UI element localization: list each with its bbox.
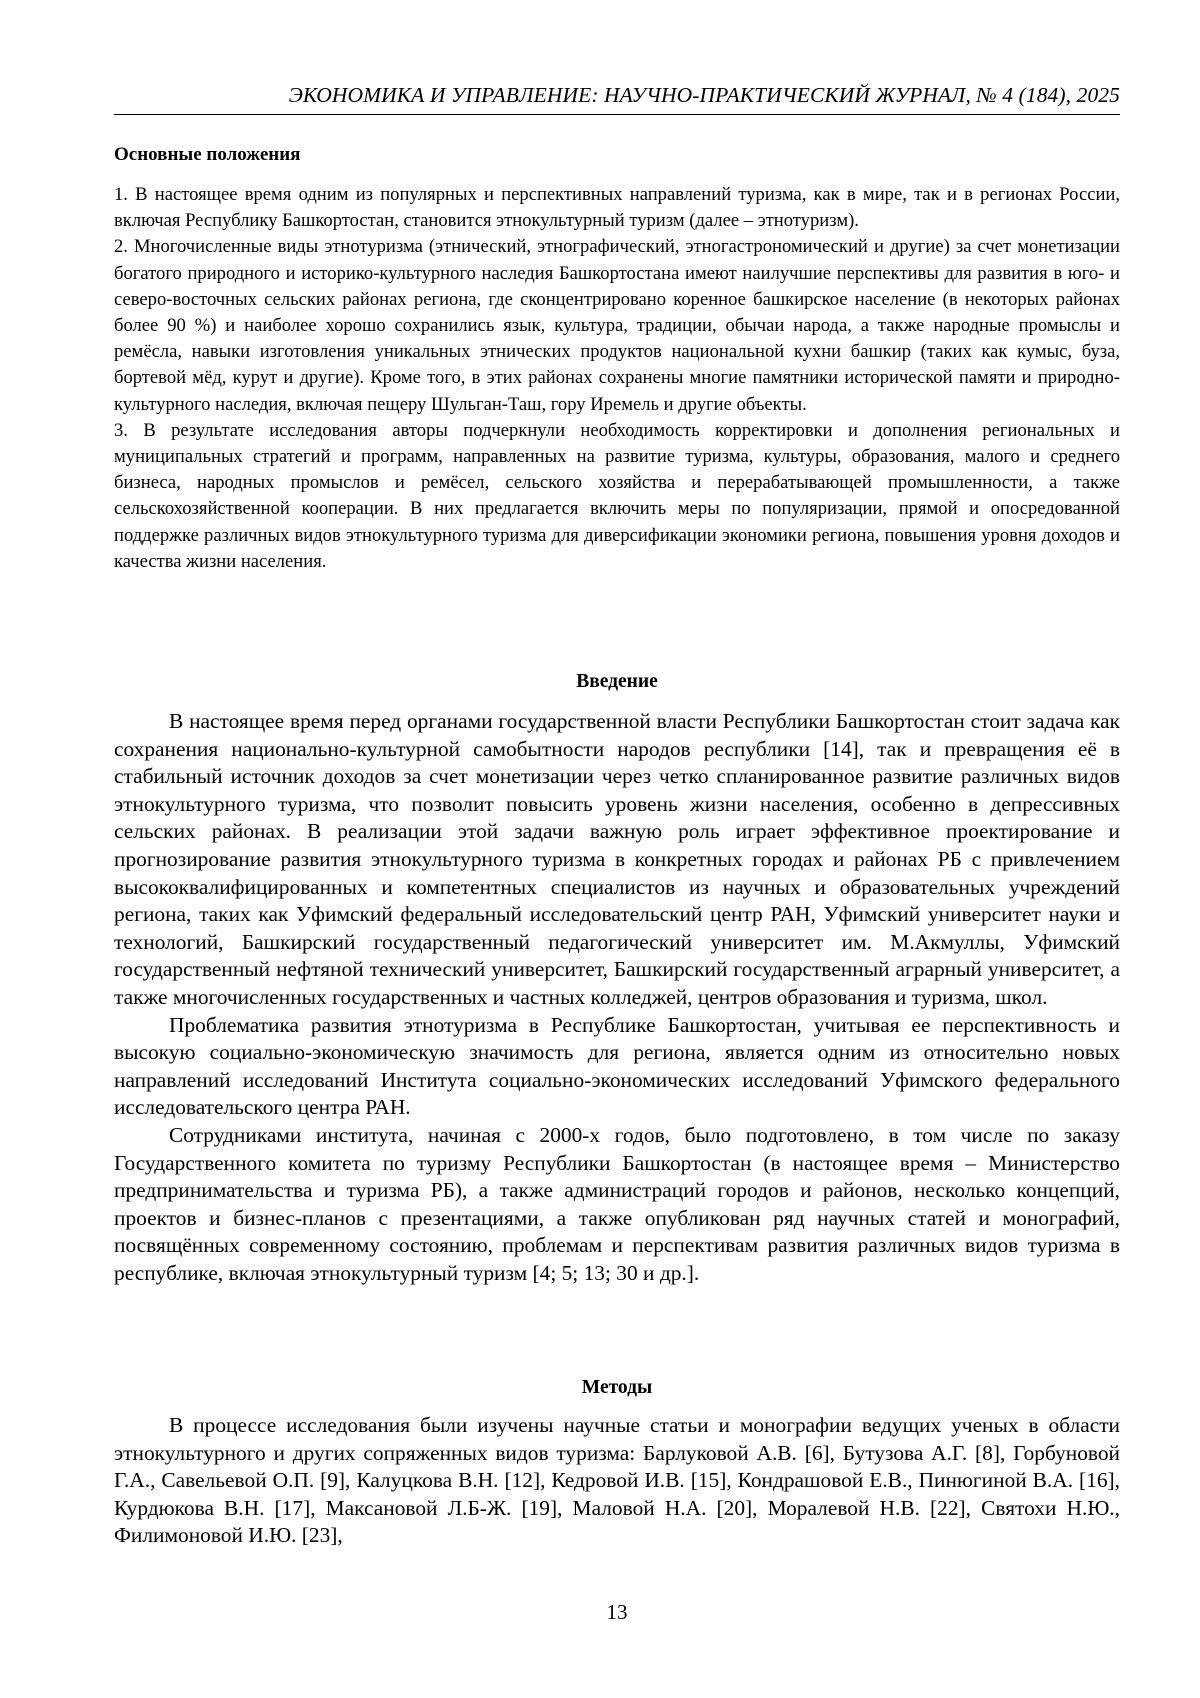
methods-heading: Методы [581,1377,653,1398]
key-point-item: 1. В настоящее время одним из популярных и перспективных направлений туризма, как в мире, так и в регионах России, включая Республику Башкортостан, становится этнокультурный туризм (далее – этнотуризм). [114,184,1120,232]
key-point-item: 3. В результате исследования авторы подчеркнули необходимость корректировки и дополнения региональных и муниципальных стратегий и программ, направленных на развитие туризма, культуры, образования, малого и среднего бизнеса, народных промыслов и ремёсел, сельского хозяйства и перерабатывающей промышленности, а также сельскохозяйственной кооперации. В них предлагается включить меры по популяризации, прямой и опосредованной поддержке различных видов этнокультурного туризма для диверсификации экономики региона, повышения уровня доходов и качества жизни населения. [114,419,1120,572]
key-point-item: 2. Многочисленные виды этнотуризма (этнический, этнографический, этногастрономический и другие) за счет монетизации богатого природного и историко-культурного наследия Башкортостана имеют наилучшие перспективы для развития в юго- и северо-восточных сельских районах региона, где сконцентрировано коренное башкирское население (в некоторых районах более 90 %) и наиболее хорошо сохранились язык, культура, традиции, обычаи народа, а также народные промыслы и ремёсла, навыки изготовления уникальных этнических продуктов национальной кухни башкир (таких как кумыс, буза, бортевой мёд, курут и другие). Кроме того, в этих районах сохранены многие памятники исторической памяти и природно-культурного наследия, включая пещеру Шульган-Таш, гору Иремель и другие объекты. [114,236,1120,415]
body-paragraph: Сотрудниками института, начиная с 2000-х годов, было подготовлено, в том числе по заказу Государственного комитета по туризму Республики Башкортостан (в настоящее время – Министерство предпринимательства и туризма РБ), а также администраций городов и районов, несколько концепций, проектов и бизнес-планов с презентациями, а также опубликован ряд научных статей и монографий, посвящённых современному состоянию, проблемам и перспективам развития различных видов туризма в республике, включая этнокультурный туризм [4; 5; 13; 30 и др.]. [114,1122,1120,1285]
header-rule [114,114,1120,115]
body-paragraph: В настоящее время перед органами государственной власти Республики Башкортостан стоит задача как сохранения национально-культурной самобытности народов республики [14], так и превращения её в стабильный источник доходов за счет монетизации через четко спланированное развитие различных видов этнокультурного туризма, что позволит повысить уровень жизни населения, особенно в депрессивных сельских районах. В реализации этой задачи важную роль играет эффективное проектирование и прогнозирование развития этнокультурного туризма в конкретных городах и районах РБ с привлечением высококвалифицированных и компетентных специалистов из научных и образовательных учреждений региона, таких как Уфимский федеральный исследовательский центр РАН, Уфимский университет науки и технологий, Башкирский государственный педагогический университет им. М.Акмуллы, Уфимский государственный нефтяной технический университет, Башкирский государственный аграрный университет, а также многочисленных государственных и частных колледжей, центров образования и туризма, школ. [114,709,1120,1009]
key-points-title: Основные положения [114,144,301,165]
page-number: 13 [606,1600,628,1624]
running-header: ЭКОНОМИКА И УПРАВЛЕНИЕ: НАУЧНО-ПРАКТИЧЕСКИЙ ЖУРНАЛ, № 4 (184), 2025 [288,83,1120,107]
body-paragraph: В процессе исследования были изучены научные статьи и монографии ведущих ученых в области этнокультурного и других сопряженных видов туризма: Барлуковой А.В. [6], Бутузова А.Г. [8], Горбуновой Г.А., Савельевой О.П. [9], Калуцкова В.Н. [12], Кедровой И.В. [15], Кондрашовой Е.В., Пинюгиной В.А. [16], Курдюкова В.Н. [17], Максановой Л.Б-Ж. [19], Маловой Н.А. [20], Моралевой Н.В. [22], Святохи Н.Ю., Филимоновой И.Ю. [23], [114,1413,1120,1548]
body-paragraph: Проблематика развития этнотуризма в Республике Башкортостан, учитывая ее перспективность и высокую социально-экономическую значимость для региона, является одним из относительно новых направлений исследований Института социально-экономических исследований Уфимского федерального исследовательского центра РАН. [114,1012,1120,1120]
key-points-list [114,182,1120,575]
methods-body [114,1412,1120,1550]
introduction-body [114,708,1120,1287]
introduction-heading: Введение [576,671,658,692]
